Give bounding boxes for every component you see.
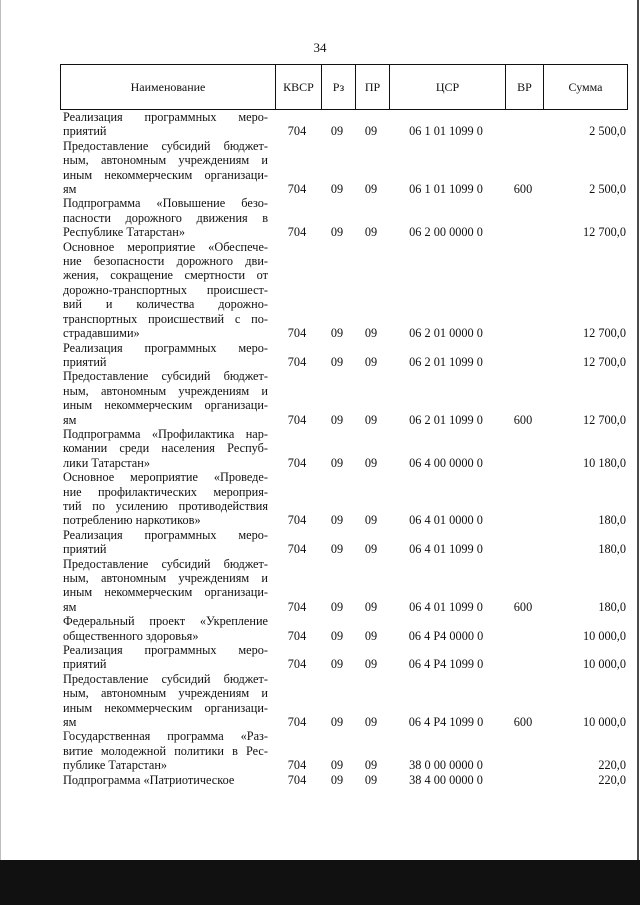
row-kvsr: 704 <box>287 412 307 427</box>
row-name-line: пасности дорожного движения в <box>63 210 268 225</box>
row-csr: 06 4 00 0000 0 <box>409 455 483 470</box>
row-name-line: ным, автономным учреждениям и <box>63 383 268 398</box>
row-name <box>60 369 268 427</box>
row-rz: 09 <box>330 354 344 369</box>
row-sum: 12 700,0 <box>582 412 626 427</box>
row-pr: 09 <box>364 628 378 643</box>
table-row <box>60 528 628 557</box>
row-name <box>60 773 268 787</box>
row-sum: 12 700,0 <box>582 225 626 240</box>
row-name-line: приятий <box>63 124 107 139</box>
row-name <box>60 427 268 470</box>
row-pr: 09 <box>364 542 378 557</box>
row-name-line: приятий <box>63 657 107 672</box>
row-kvsr: 704 <box>287 715 307 730</box>
table-row <box>60 341 628 370</box>
row-csr: 06 1 01 1099 0 <box>409 124 483 139</box>
row-rz: 09 <box>330 124 344 139</box>
row-csr: 38 4 00 0000 0 <box>409 772 483 787</box>
row-pr: 09 <box>364 225 378 240</box>
row-csr: 06 4 P4 1099 0 <box>408 657 484 672</box>
row-csr: 06 4 01 1099 0 <box>409 599 483 614</box>
row-name-line: ным, автономным учреждениям и <box>63 571 268 585</box>
row-sum: 220,0 <box>598 772 626 787</box>
row-name-line: иным некоммерческим организаци- <box>63 700 268 715</box>
row-kvsr: 704 <box>287 225 307 240</box>
row-name <box>60 643 268 672</box>
row-pr: 09 <box>364 657 378 672</box>
row-name-line: Реализация программных меро- <box>63 340 268 355</box>
row-name-line: Реализация программных меро- <box>63 527 268 542</box>
row-sum: 12 700,0 <box>582 354 626 369</box>
table-row <box>60 729 628 772</box>
row-name-line: Государственная программа «Раз- <box>63 729 268 744</box>
row-rz: 09 <box>330 513 344 528</box>
table-row <box>60 470 628 528</box>
row-kvsr: 704 <box>287 758 307 773</box>
row-name-line: публике Татарстан» <box>63 758 168 773</box>
row-pr: 09 <box>364 513 378 528</box>
row-kvsr: 704 <box>287 513 307 528</box>
row-pr: 09 <box>364 412 378 427</box>
col-header-pr: ПР <box>355 65 389 109</box>
row-name-line: ным, автономным учреждениям и <box>63 153 268 168</box>
table-row <box>60 196 628 239</box>
table-row <box>60 614 628 643</box>
table-header <box>60 64 628 110</box>
table-row <box>60 110 628 139</box>
row-sum: 180,0 <box>598 513 626 528</box>
table-row <box>60 427 628 470</box>
row-kvsr: 704 <box>287 772 307 787</box>
row-name-line: общественного здоровья» <box>63 628 199 643</box>
row-kvsr: 704 <box>287 354 307 369</box>
row-name-line: Реализация программных меро- <box>63 110 268 124</box>
table-row <box>60 643 628 672</box>
row-name-line: транспортных происшествий с по- <box>63 311 268 326</box>
row-pr: 09 <box>364 715 378 730</box>
col-header-sum: Сумма <box>543 65 627 109</box>
row-vr: 600 <box>513 182 533 197</box>
row-kvsr: 704 <box>287 124 307 139</box>
col-header-kvsr: КВСР <box>275 65 321 109</box>
table-row <box>60 139 628 197</box>
row-name <box>60 672 268 730</box>
row-pr: 09 <box>364 455 378 470</box>
row-rz: 09 <box>330 455 344 470</box>
row-name-line: Предоставление субсидий бюджет- <box>63 671 268 686</box>
row-rz: 09 <box>330 628 344 643</box>
row-name-line: Подпрограмма «Повышение безо- <box>63 196 268 211</box>
row-pr: 09 <box>364 182 378 197</box>
row-pr: 09 <box>364 758 378 773</box>
row-vr: 600 <box>513 412 533 427</box>
row-kvsr: 704 <box>287 182 307 197</box>
row-name-line: приятий <box>63 354 107 369</box>
row-name-line: Предоставление субсидий бюджет- <box>63 138 268 153</box>
row-rz: 09 <box>330 542 344 557</box>
row-rz: 09 <box>330 657 344 672</box>
row-kvsr: 704 <box>287 455 307 470</box>
row-vr: 600 <box>513 715 533 730</box>
row-name <box>60 470 268 528</box>
row-sum: 180,0 <box>598 599 626 614</box>
row-name-line: ние профилактических мероприя- <box>63 484 268 499</box>
row-name <box>60 557 268 615</box>
row-rz: 09 <box>330 182 344 197</box>
row-rz: 09 <box>330 772 344 787</box>
row-name <box>60 196 268 239</box>
row-csr: 06 4 P4 0000 0 <box>408 628 484 643</box>
row-csr: 06 4 01 0000 0 <box>409 513 483 528</box>
row-sum: 10 180,0 <box>582 455 626 470</box>
row-rz: 09 <box>330 412 344 427</box>
row-name-line: Федеральный проект «Укрепление <box>63 614 268 629</box>
row-csr: 06 2 01 0000 0 <box>409 326 483 341</box>
row-sum: 10 000,0 <box>582 628 626 643</box>
row-name-line: дорожно-транспортных происшест- <box>63 282 268 297</box>
row-name <box>60 110 268 139</box>
row-name-line: Подпрограмма «Профилактика нар- <box>63 426 268 441</box>
row-name-line: ям <box>63 412 77 427</box>
row-sum: 2 500,0 <box>589 124 626 139</box>
page-number: 34 <box>313 40 327 55</box>
scan-edge-right <box>637 0 639 905</box>
row-name-line: Республике Татарстан» <box>63 225 185 240</box>
scan-edge-left <box>0 0 1 905</box>
row-vr: 600 <box>513 599 533 614</box>
table-body <box>60 110 628 787</box>
row-sum: 12 700,0 <box>582 326 626 341</box>
row-rz: 09 <box>330 599 344 614</box>
row-name-line: Подпрограмма «Патриотическое <box>63 772 235 787</box>
table-row <box>60 557 628 615</box>
col-header-name: Наименование <box>130 79 206 94</box>
row-pr: 09 <box>364 326 378 341</box>
row-sum: 2 500,0 <box>589 182 626 197</box>
row-name <box>60 139 268 197</box>
col-header-vr: ВР <box>505 65 543 109</box>
row-name-line: жения, сокращение смертности от <box>63 268 268 283</box>
row-kvsr: 704 <box>287 628 307 643</box>
row-csr: 06 1 01 1099 0 <box>409 182 483 197</box>
row-csr: 38 0 00 0000 0 <box>409 758 483 773</box>
row-name-line: иным некоммерческим организаци- <box>63 398 268 413</box>
row-kvsr: 704 <box>287 542 307 557</box>
row-name-line: приятий <box>63 542 107 557</box>
row-pr: 09 <box>364 124 378 139</box>
row-kvsr: 704 <box>287 599 307 614</box>
row-name-line: лики Татарстан» <box>63 455 150 470</box>
row-name-line: иным некоммерческим организаци- <box>63 585 268 600</box>
table-row <box>60 240 628 341</box>
row-name-line: ным, автономным учреждениям и <box>63 686 268 701</box>
row-sum: 220,0 <box>598 758 626 773</box>
row-rz: 09 <box>330 758 344 773</box>
row-name-line: тий по усилению противодействия <box>63 498 268 513</box>
row-name <box>60 729 268 772</box>
col-header-csr: ЦСР <box>389 65 505 109</box>
row-csr: 06 4 P4 1099 0 <box>408 715 484 730</box>
row-name-line: Предоставление субсидий бюджет- <box>63 369 268 384</box>
row-pr: 09 <box>364 772 378 787</box>
row-sum: 10 000,0 <box>582 715 626 730</box>
row-name-line: вий и количества дорожно- <box>63 297 268 312</box>
row-name-line: комании среди населения Респуб- <box>63 441 268 456</box>
row-csr: 06 2 00 0000 0 <box>409 225 483 240</box>
row-name-line: страдавшими» <box>63 326 140 341</box>
row-name <box>60 240 268 341</box>
row-name <box>60 528 268 557</box>
row-csr: 06 4 01 1099 0 <box>409 542 483 557</box>
row-name-line: Основное мероприятие «Проведе- <box>63 470 268 485</box>
row-name-line: потреблению наркотиков» <box>63 513 201 528</box>
row-pr: 09 <box>364 354 378 369</box>
row-rz: 09 <box>330 715 344 730</box>
scan-bottom-band <box>0 860 640 905</box>
row-kvsr: 704 <box>287 657 307 672</box>
row-pr: 09 <box>364 599 378 614</box>
row-name <box>60 614 268 643</box>
row-name-line: ние безопасности дорожного дви- <box>63 254 268 269</box>
row-kvsr: 704 <box>287 326 307 341</box>
row-name <box>60 341 268 370</box>
row-name-line: ям <box>63 182 77 197</box>
row-name-line: иным некоммерческим организаци- <box>63 167 268 182</box>
row-name-line: ям <box>63 715 77 730</box>
row-name-line: ям <box>63 599 77 614</box>
table-row <box>60 773 628 787</box>
row-name-line: Основное мероприятие «Обеспече- <box>63 239 268 254</box>
row-sum: 180,0 <box>598 542 626 557</box>
row-csr: 06 2 01 1099 0 <box>409 354 483 369</box>
row-rz: 09 <box>330 326 344 341</box>
row-name-line: Предоставление субсидий бюджет- <box>63 556 268 571</box>
row-rz: 09 <box>330 225 344 240</box>
row-csr: 06 2 01 1099 0 <box>409 412 483 427</box>
row-name-line: витие молодежной политики в Рес- <box>63 743 268 758</box>
col-header-rz: Рз <box>321 65 355 109</box>
table-row <box>60 369 628 427</box>
row-name-line: Реализация программных меро- <box>63 643 268 658</box>
row-sum: 10 000,0 <box>582 657 626 672</box>
table-row <box>60 672 628 730</box>
